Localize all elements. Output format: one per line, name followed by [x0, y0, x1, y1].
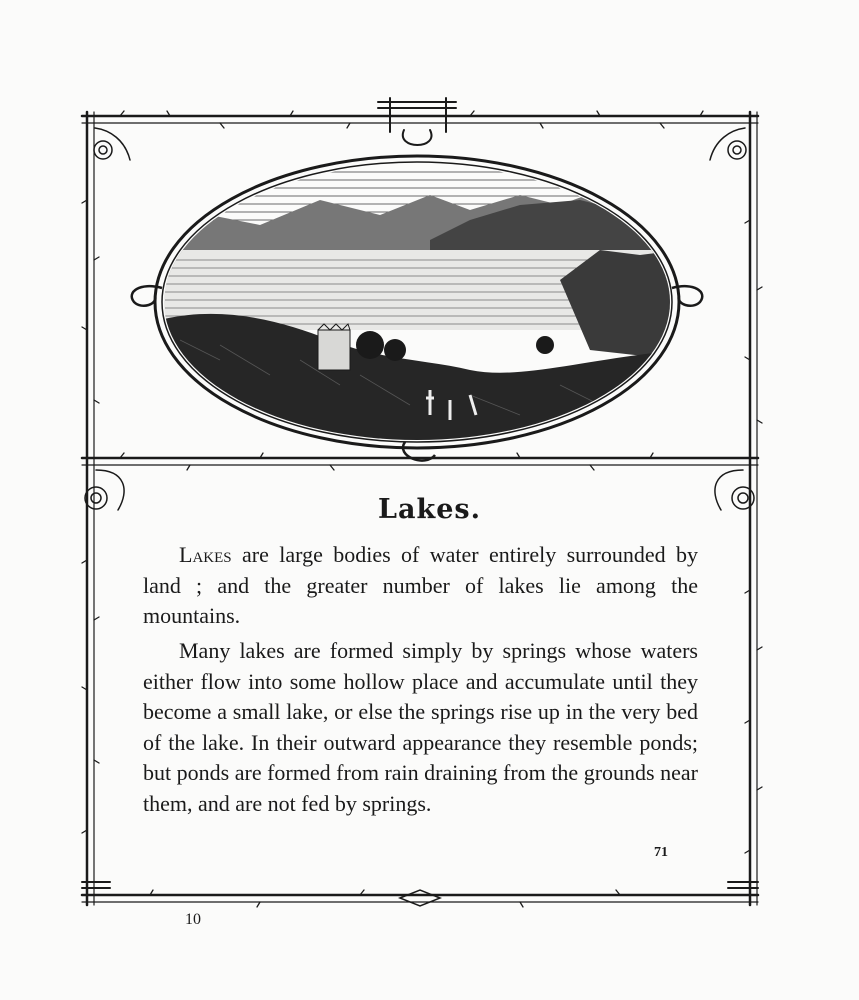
paragraph-1-lead: Lakes — [179, 542, 232, 567]
paragraph-1 — [143, 540, 698, 632]
page-title: Lakes. — [378, 494, 481, 525]
folio-number: 71 — [654, 845, 668, 860]
paragraph-2-body: Many lakes are formed simply by springs whose waters either flow into some hollow place and accumulate until they become a small lake, or else the springs rise up in the very bed of the lake. In their outward appearance they resemble ponds; but ponds are formed from rain draining from the grounds near them, and are not fed by springs. — [143, 638, 698, 816]
paragraph-2 — [143, 636, 698, 819]
signature-number: 10 — [185, 911, 201, 928]
paragraph-1-body: are large bodies of water entirely surrounded by land ; and the greater number of lakes lie among the mountains. — [143, 542, 698, 628]
